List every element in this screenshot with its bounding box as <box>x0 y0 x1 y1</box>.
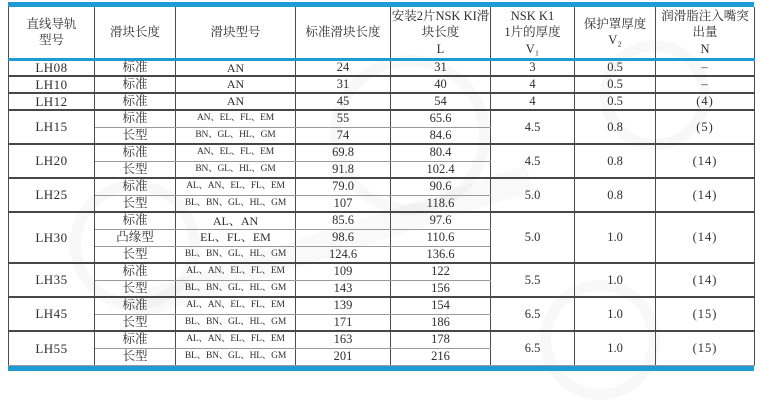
v1-cell: 4 <box>491 93 575 110</box>
row-type-cell: 长型 <box>95 314 176 331</box>
row-type-cell: 标准 <box>95 212 176 229</box>
table-row <box>9 263 755 280</box>
table-row <box>9 178 755 195</box>
table-row <box>9 144 755 161</box>
slider-model-cell: BL、BN、GL、HL、GM <box>176 195 296 212</box>
model-cell: LH20 <box>9 144 95 178</box>
row-type-cell: 标准 <box>95 59 176 76</box>
slider-model-cell: AN、EL、FL、EM <box>176 144 296 161</box>
std-length-cell: 74 <box>296 127 391 144</box>
std-length-cell: 31 <box>296 76 391 93</box>
n-cell: (14) <box>656 178 755 212</box>
model-cell: LH08 <box>9 59 95 76</box>
std-length-cell: 69.8 <box>296 144 391 161</box>
table-row <box>9 93 755 110</box>
std-length-cell: 201 <box>296 348 391 365</box>
n-cell: (14) <box>656 212 755 263</box>
l-length-cell: 154 <box>391 297 491 314</box>
v1-cell: 5.0 <box>491 178 575 212</box>
std-length-cell: 79.0 <box>296 178 391 195</box>
slider-model-cell: AL、AN、EL、FL、EM <box>176 297 296 314</box>
l-length-cell: 40 <box>391 76 491 93</box>
n-cell: – <box>656 59 755 76</box>
std-length-cell: 24 <box>296 59 391 76</box>
n-cell: – <box>656 76 755 93</box>
v2-cell: 0.8 <box>575 178 656 212</box>
col-header-l-length: 安装2片NSK KI滑 块长度 L <box>391 7 491 59</box>
slider-model-cell: BN、GL、HL、GM <box>176 127 296 144</box>
col-header-std-length: 标准滑块长度 <box>296 7 391 59</box>
slider-model-cell: BL、BN、GL、HL、GM <box>176 314 296 331</box>
row-type-cell: 凸缘型 <box>95 229 176 246</box>
n-cell: (4) <box>656 93 755 110</box>
v2-cell: 0.5 <box>575 76 656 93</box>
v2-cell: 0.8 <box>575 144 656 178</box>
table-row <box>9 297 755 314</box>
v1-cell: 3 <box>491 59 575 76</box>
slider-model-cell: AL、AN、EL、FL、EM <box>176 263 296 280</box>
v2-cell: 0.5 <box>575 93 656 110</box>
l-length-cell: 54 <box>391 93 491 110</box>
std-length-cell: 139 <box>296 297 391 314</box>
v2-cell: 0.8 <box>575 110 656 144</box>
row-type-cell: 标准 <box>95 76 176 93</box>
std-length-cell: 171 <box>296 314 391 331</box>
header-row <box>9 7 755 59</box>
model-cell: LH45 <box>9 297 95 331</box>
slider-model-cell: BN、GL、HL、GM <box>176 161 296 178</box>
col-header-model: 直线导轨 型号 <box>9 7 95 59</box>
col-header-slider-length: 滑块长度 <box>95 7 176 59</box>
slider-model-cell: AL、AN <box>176 212 296 229</box>
std-length-cell: 124.6 <box>296 246 391 263</box>
model-cell: LH12 <box>9 93 95 110</box>
slider-model-cell: AN、EL、FL、EM <box>176 110 296 127</box>
guide-rail-spec-table-frame <box>8 2 754 371</box>
model-cell: LH15 <box>9 110 95 144</box>
n-cell: (14) <box>656 144 755 178</box>
std-length-cell: 107 <box>296 195 391 212</box>
slider-model-cell: AN <box>176 76 296 93</box>
col-header-n: 润滑脂注入嘴突 出量 N <box>656 7 755 59</box>
v2-cell: 1.0 <box>575 331 656 365</box>
table-body <box>9 59 755 365</box>
row-type-cell: 长型 <box>95 280 176 297</box>
slider-model-cell: BL、BN、GL、HL、GM <box>176 348 296 365</box>
l-length-cell: 31 <box>391 59 491 76</box>
table-row <box>9 59 755 76</box>
l-length-cell: 186 <box>391 314 491 331</box>
l-length-cell: 156 <box>391 280 491 297</box>
model-cell: LH10 <box>9 76 95 93</box>
slider-model-cell: AL、AN、EL、FL、EM <box>176 178 296 195</box>
model-cell: LH35 <box>9 263 95 297</box>
model-cell: LH30 <box>9 212 95 263</box>
col-header-v1: NSK K1 1片的厚度 V₁ <box>491 7 575 59</box>
row-type-cell: 标准 <box>95 110 176 127</box>
v1-cell: 6.5 <box>491 297 575 331</box>
l-length-cell: 84.6 <box>391 127 491 144</box>
model-cell: LH55 <box>9 331 95 365</box>
l-length-cell: 110.6 <box>391 229 491 246</box>
row-type-cell: 标准 <box>95 144 176 161</box>
l-length-cell: 90.6 <box>391 178 491 195</box>
std-length-cell: 55 <box>296 110 391 127</box>
table-row <box>9 110 755 127</box>
l-length-cell: 216 <box>391 348 491 365</box>
n-cell: (15) <box>656 297 755 331</box>
slider-model-cell: AL、AN、EL、FL、EM <box>176 331 296 348</box>
col-header-slider-model: 滑块型号 <box>176 7 296 59</box>
slider-model-cell: BL、BN、GL、HL、GM <box>176 246 296 263</box>
l-length-cell: 136.6 <box>391 246 491 263</box>
std-length-cell: 163 <box>296 331 391 348</box>
l-length-cell: 102.4 <box>391 161 491 178</box>
table-row <box>9 212 755 229</box>
l-length-cell: 97.6 <box>391 212 491 229</box>
row-type-cell: 标准 <box>95 331 176 348</box>
table-row <box>9 331 755 348</box>
model-cell: LH25 <box>9 178 95 212</box>
row-type-cell: 标准 <box>95 297 176 314</box>
v2-cell: 1.0 <box>575 263 656 297</box>
slider-model-cell: BL、BN、GL、HL、GM <box>176 280 296 297</box>
n-cell: (14) <box>656 263 755 297</box>
row-type-cell: 标准 <box>95 178 176 195</box>
l-length-cell: 80.4 <box>391 144 491 161</box>
v2-cell: 0.5 <box>575 59 656 76</box>
row-type-cell: 长型 <box>95 161 176 178</box>
row-type-cell: 长型 <box>95 348 176 365</box>
v1-cell: 5.5 <box>491 263 575 297</box>
v2-cell: 1.0 <box>575 212 656 263</box>
slider-model-cell: AN <box>176 59 296 76</box>
v1-cell: 6.5 <box>491 331 575 365</box>
row-type-cell: 长型 <box>95 246 176 263</box>
n-cell: (15) <box>656 331 755 365</box>
l-length-cell: 65.6 <box>391 110 491 127</box>
std-length-cell: 143 <box>296 280 391 297</box>
row-type-cell: 标准 <box>95 93 176 110</box>
guide-rail-spec-table <box>8 7 755 366</box>
v2-cell: 1.0 <box>575 297 656 331</box>
slider-model-cell: AN <box>176 93 296 110</box>
col-header-v2: 保护罩厚度 V₂ <box>575 7 656 59</box>
l-length-cell: 118.6 <box>391 195 491 212</box>
v1-cell: 5.0 <box>491 212 575 263</box>
row-type-cell: 长型 <box>95 127 176 144</box>
std-length-cell: 98.6 <box>296 229 391 246</box>
v1-cell: 4 <box>491 76 575 93</box>
row-type-cell: 标准 <box>95 263 176 280</box>
slider-model-cell: EL、FL、EM <box>176 229 296 246</box>
std-length-cell: 91.8 <box>296 161 391 178</box>
table-header <box>9 7 755 59</box>
l-length-cell: 178 <box>391 331 491 348</box>
std-length-cell: 85.6 <box>296 212 391 229</box>
l-length-cell: 122 <box>391 263 491 280</box>
n-cell: (5) <box>656 110 755 144</box>
table-row <box>9 76 755 93</box>
v1-cell: 4.5 <box>491 144 575 178</box>
v1-cell: 4.5 <box>491 110 575 144</box>
row-type-cell: 长型 <box>95 195 176 212</box>
std-length-cell: 109 <box>296 263 391 280</box>
std-length-cell: 45 <box>296 93 391 110</box>
